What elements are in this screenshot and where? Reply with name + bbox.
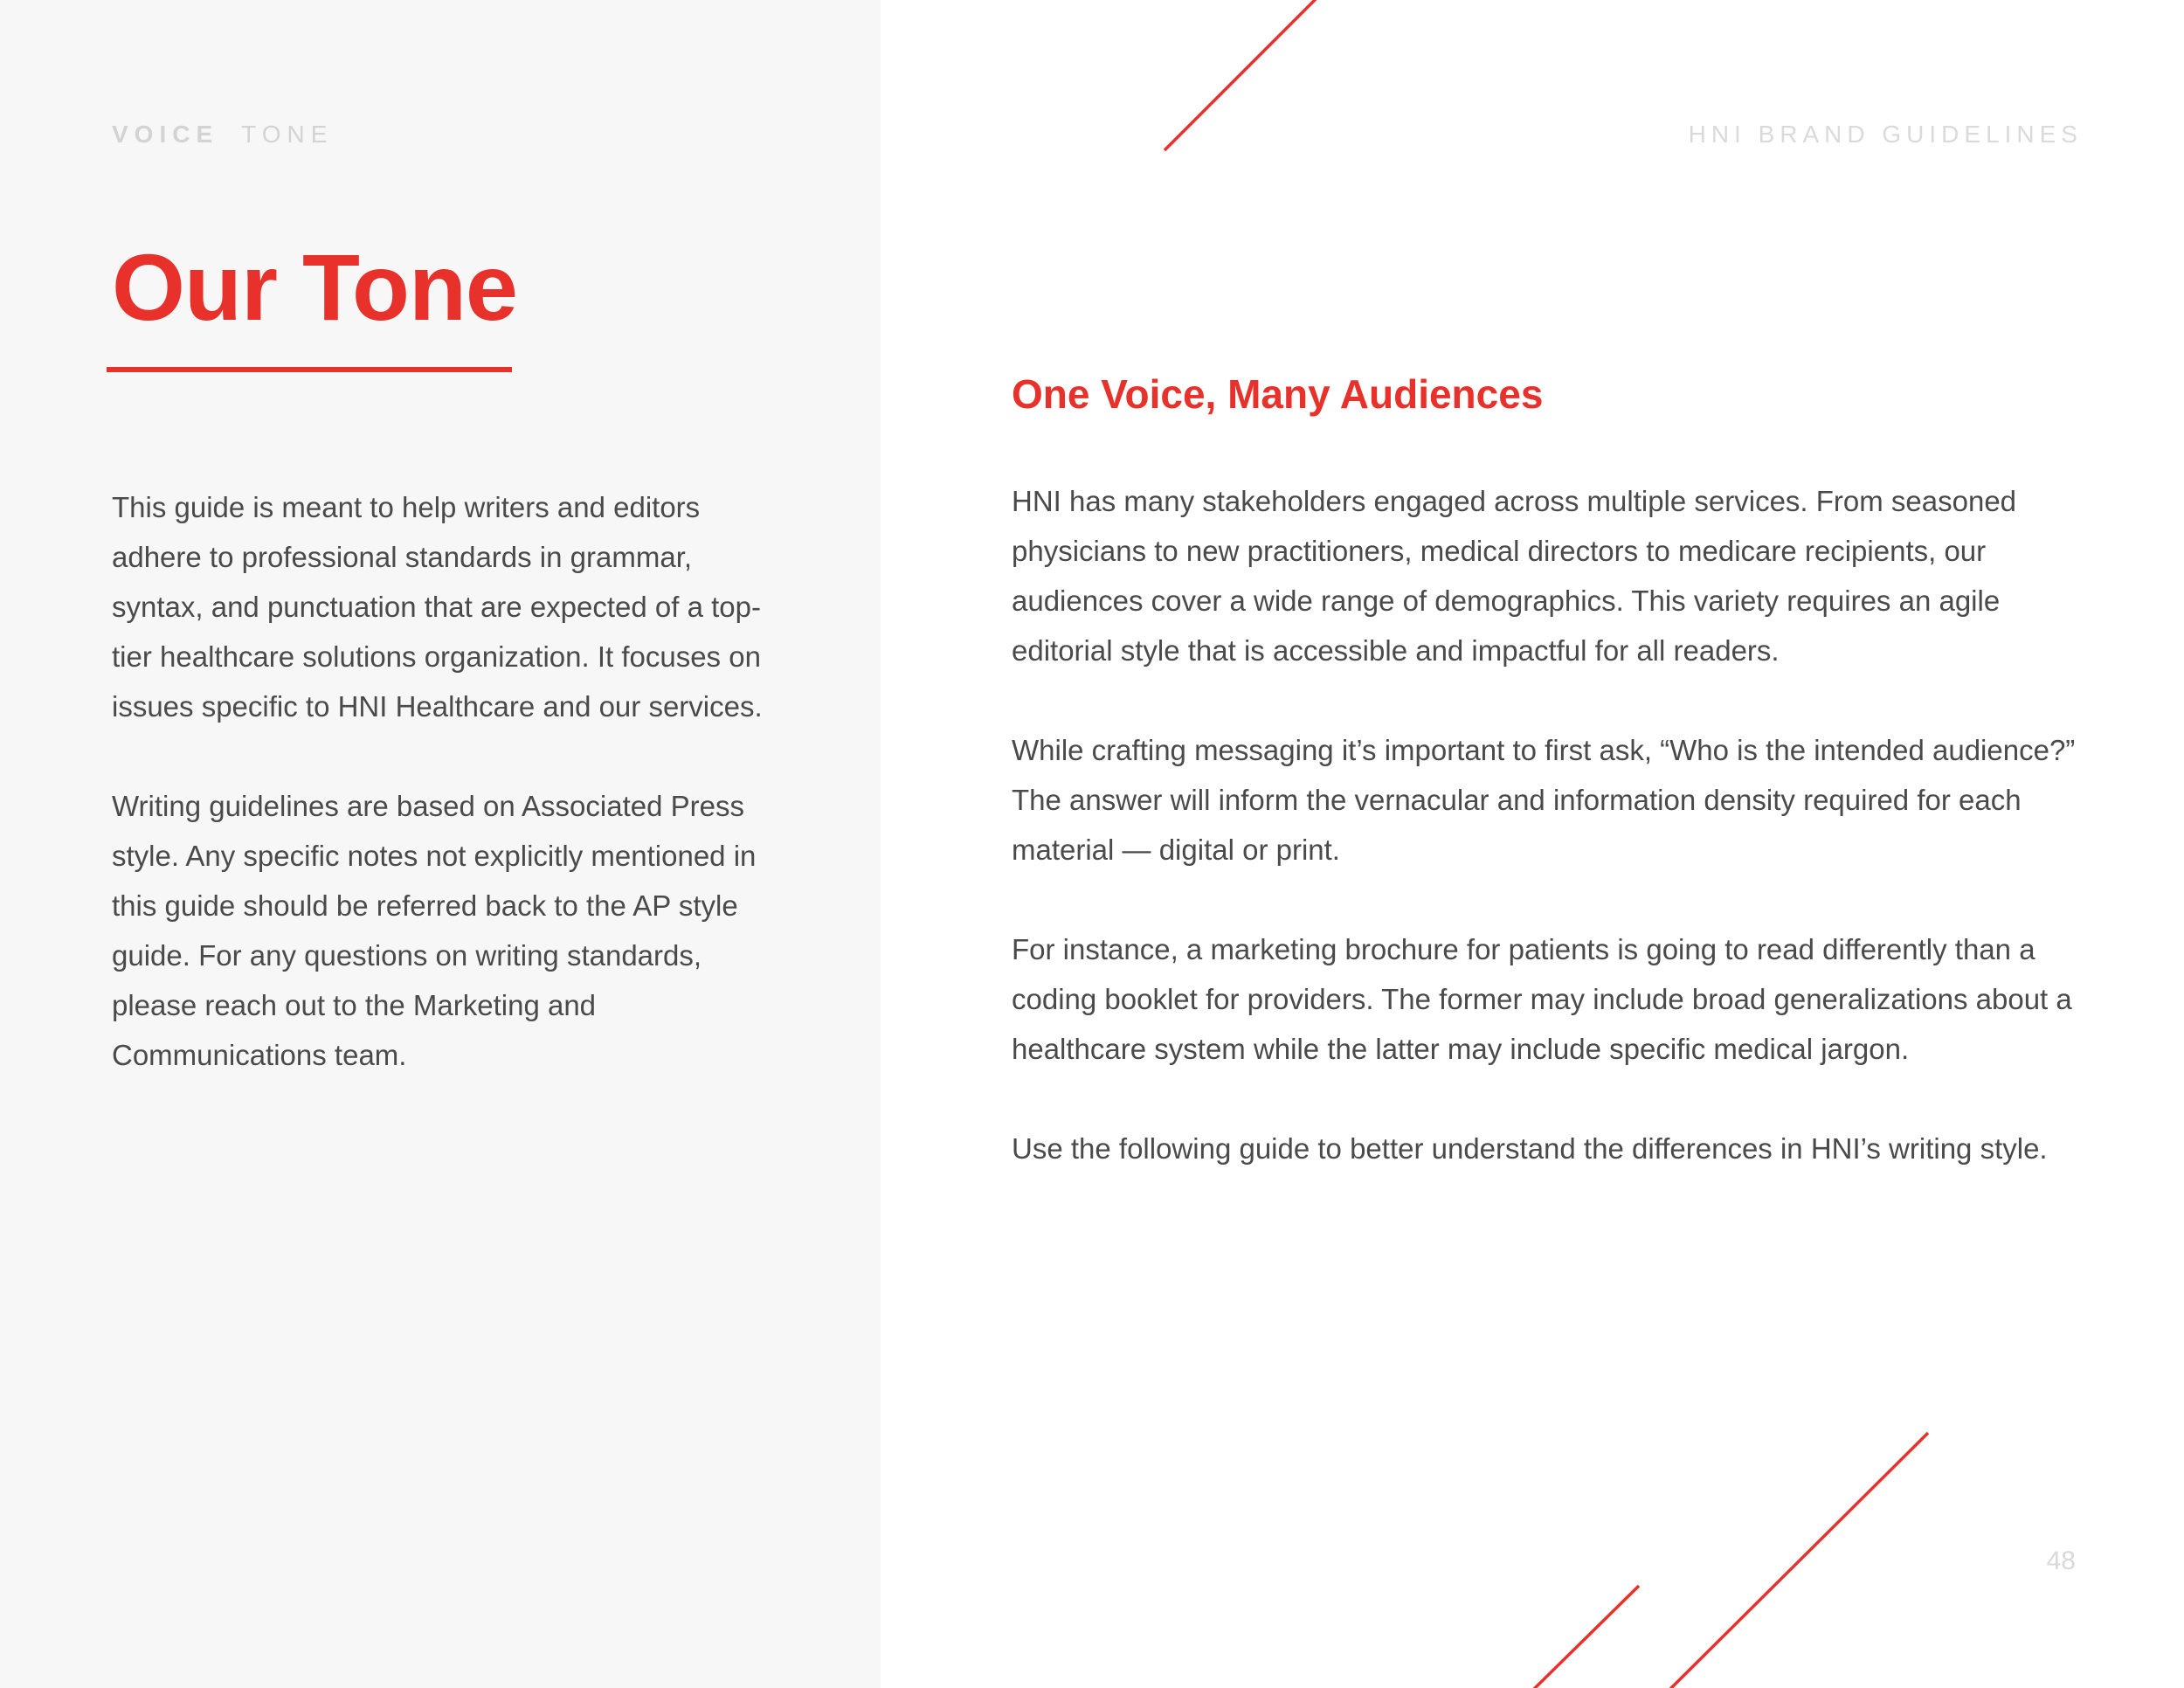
section-label bbox=[112, 121, 333, 149]
right-paragraph: Use the following guide to better understand the differences in HNI’s writing style. bbox=[1012, 1132, 2048, 1165]
title-underline bbox=[107, 367, 512, 372]
right-body-text bbox=[1012, 476, 2095, 1223]
left-paragraph: This guide is meant to help writers and editors adhere to professional standards in grammar, syntax, and punctuation that are expected of a top-tier healthcare solutions organization. It focuses on issues specific to HNI Healthcare and our services. bbox=[112, 491, 763, 723]
brand-guidelines-label: HNI BRAND GUIDELINES bbox=[1688, 121, 2083, 148]
page-number: 48 bbox=[2046, 1546, 2076, 1575]
decorative-line-bottom-long bbox=[1667, 1433, 1928, 1688]
section-label-tone: TONE bbox=[241, 121, 334, 148]
left-paragraph: Writing guidelines are based on Associated Press style. Any specific notes not explicitly mentioned in this guide should be referred back to the AP style guide. For any questions on writing standards, please reach out to the Marketing and Communications team. bbox=[112, 790, 757, 1071]
right-paragraph: While crafting messaging it’s important to first ask, “Who is the intended audience?” The answer will inform the vernacular and information density required for each material — digital or print. bbox=[1012, 734, 2076, 866]
right-paragraph: HNI has many stakeholders engaged across multiple services. From seasoned physicians to new practitioners, medical directors to medicare recipients, our audiences cover a wide range of demographics. This variety requires an agile editorial style that is accessible and impactful for all readers. bbox=[1012, 485, 2017, 667]
decorative-line-top bbox=[1165, 0, 1319, 150]
page-title: Our Tone bbox=[112, 234, 517, 340]
decorative-line-bottom-short bbox=[1531, 1586, 1639, 1688]
section-label-voice: VOICE bbox=[112, 121, 219, 148]
right-paragraph: For instance, a marketing brochure for patients is going to read differently than a coding booklet for providers. The former may include broad generalizations about a healthcare system while the latter may include specific medical jargon. bbox=[1012, 933, 2072, 1065]
section-heading: One Voice, Many Audiences bbox=[1012, 371, 1544, 417]
left-body-text bbox=[112, 482, 776, 1130]
